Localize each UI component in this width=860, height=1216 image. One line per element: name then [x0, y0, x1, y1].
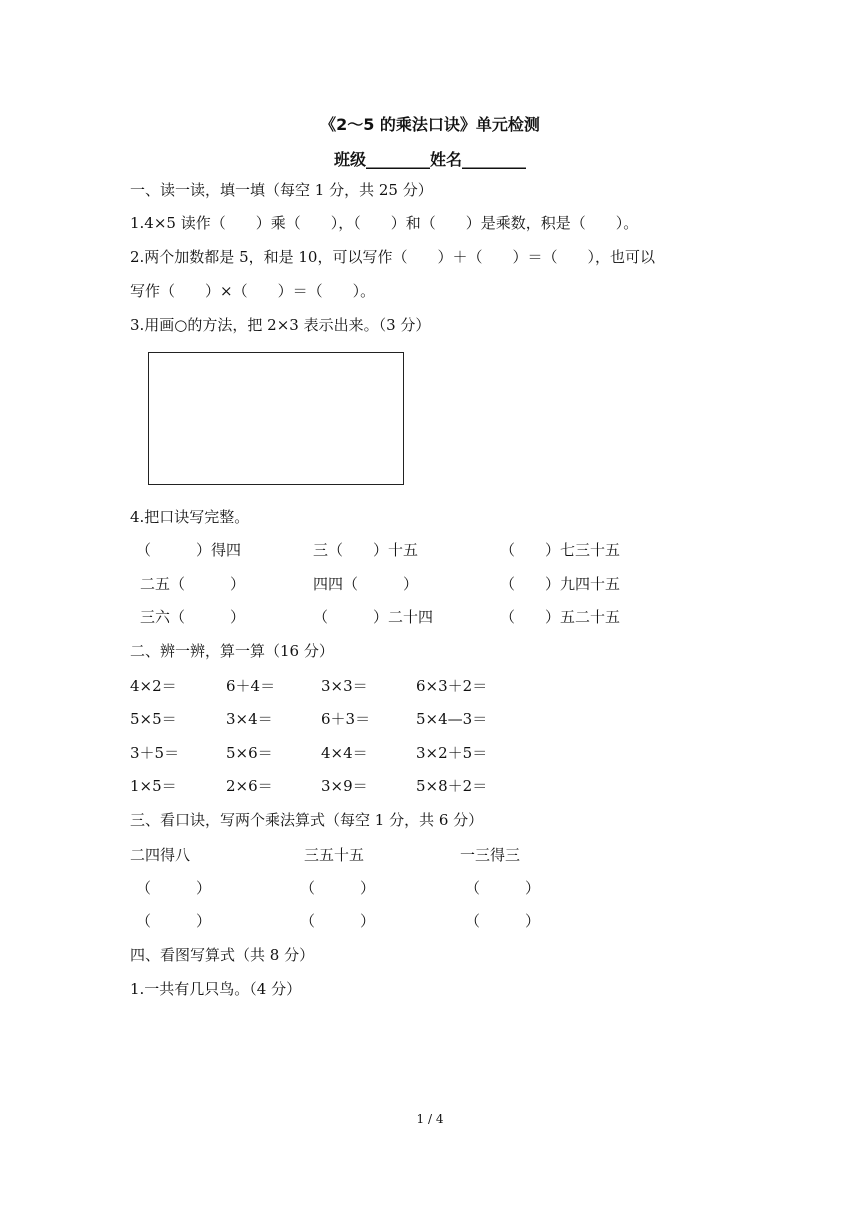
answer-blank[interactable]: （ ）: [136, 879, 212, 897]
koujue-prompt: 三五十五: [304, 846, 365, 864]
calc-item: 3×2＋5＝: [416, 744, 488, 762]
answer-blank[interactable]: （ ）: [300, 879, 376, 897]
question-1-4: 4.把口诀写完整。: [130, 508, 250, 526]
question-1-2-line1: 2.两个加数都是 5，和是 10，可以写作（ ）＋（ ）＝（ ），也可以: [130, 248, 655, 266]
answer-blank[interactable]: （ ）: [465, 879, 541, 897]
question-4-1: 1.一共有几只鸟。（4 分）: [130, 980, 302, 998]
question-1-2-line2: 写作（ ）×（ ）＝（ ）。: [130, 282, 376, 300]
calc-item: 6＋3＝: [321, 710, 371, 728]
calc-item: 5×4—3＝: [416, 710, 488, 728]
question-1-1: 1.4×5 读作（ ）乘（ ），（ ）和（ ）是乘数，积是（ ）。: [130, 214, 639, 232]
calc-item: 6＋4＝: [226, 677, 276, 695]
calc-item: 3×4＝: [226, 710, 273, 728]
koujue-cell: （ ）二十四: [313, 608, 434, 626]
answer-blank[interactable]: （ ）: [136, 912, 212, 930]
koujue-cell: （ ）五二十五: [500, 608, 621, 626]
calc-item: 5×8＋2＝: [416, 777, 488, 795]
koujue-cell: 四四（ ）: [313, 575, 419, 593]
calc-item: 5×5＝: [130, 710, 177, 728]
section-1-heading: 一、读一读，填一填（每空 1 分，共 25 分）: [130, 181, 433, 199]
calc-item: 4×4＝: [321, 744, 368, 762]
page-number: 1 / 4: [416, 1112, 444, 1126]
answer-blank[interactable]: （ ）: [300, 912, 376, 930]
koujue-cell: 三六（ ）: [140, 608, 246, 626]
answer-blank[interactable]: （ ）: [465, 912, 541, 930]
koujue-cell: 三（ ）十五: [313, 541, 419, 559]
koujue-prompt: 二四得八: [130, 846, 191, 864]
calc-item: 4×2＝: [130, 677, 177, 695]
calc-item: 3＋5＝: [130, 744, 180, 762]
section-4-heading: 四、看图写算式（共 8 分）: [130, 946, 315, 964]
calc-item: 1×5＝: [130, 777, 177, 795]
question-1-3: 3.用画○的方法，把 2×3 表示出来。（3 分）: [130, 316, 431, 334]
calc-item: 3×9＝: [321, 777, 368, 795]
page-title: 《2～5 的乘法口诀》单元检测: [320, 115, 540, 134]
section-2-heading: 二、辨一辨，算一算（16 分）: [130, 642, 334, 660]
name-class-line: 班级________姓名________: [333, 150, 526, 169]
koujue-cell: 二五（ ）: [140, 575, 246, 593]
calc-item: 2×6＝: [226, 777, 273, 795]
calc-item: 6×3＋2＝: [416, 677, 488, 695]
section-3-heading: 三、看口诀，写两个乘法算式（每空 1 分，共 6 分）: [130, 811, 484, 829]
koujue-cell: （ ）七三十五: [500, 541, 621, 559]
drawing-answer-box[interactable]: [148, 352, 404, 485]
calc-item: 3×3＝: [321, 677, 368, 695]
koujue-prompt: 一三得三: [460, 846, 521, 864]
koujue-cell: （ ）得四: [136, 541, 242, 559]
calc-item: 5×6＝: [226, 744, 273, 762]
koujue-cell: （ ）九四十五: [500, 575, 621, 593]
